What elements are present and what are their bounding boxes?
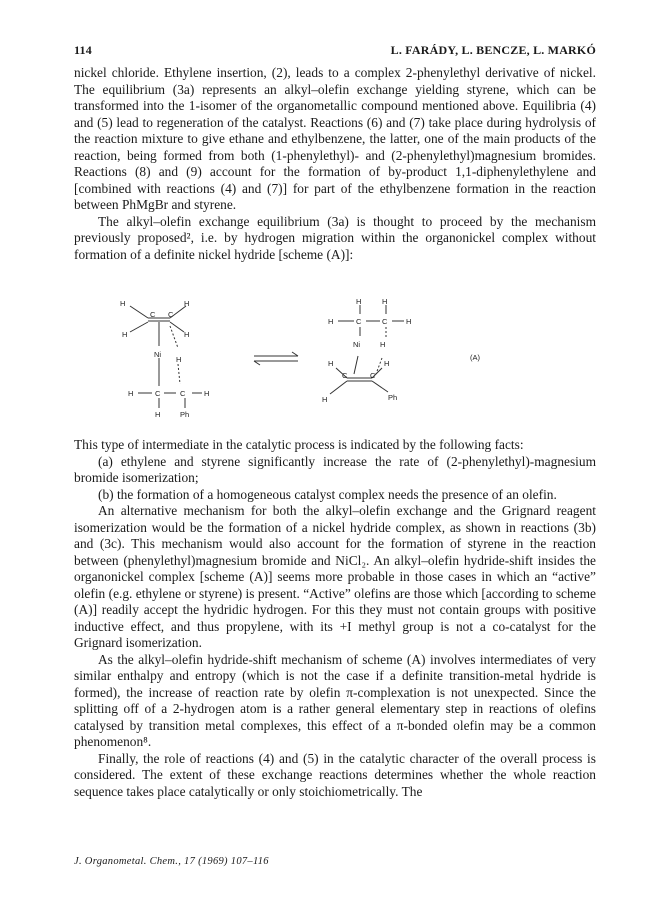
paragraph: As the alkyl–olefin hydride-shift mechanism of scheme (A) involves intermediates of very similar enthalpy and entropy (which is not the case if a definite transition-metal hydride is formed), the increase of reaction rate by olefin π-complexation is not unexpected. Since the splitting off of a 2-hydrogen atom is a rather general elementary step in reactions of olefins catalysed by transition metal complexes, this effect of a π-bonded olefin may be a common phenomenon⁸. [74, 651, 596, 749]
atom-h: H [176, 355, 182, 364]
atom-h: H [380, 340, 386, 349]
atom-c: C [150, 310, 156, 319]
atom-h: H [322, 395, 328, 404]
paragraph: This type of intermediate in the catalytic process is indicated by the following facts: [74, 437, 524, 452]
atom-c: C [155, 389, 161, 398]
atom-h: H [122, 330, 128, 339]
atom-ph: Ph [180, 410, 190, 419]
atom-h: H [184, 299, 190, 308]
reaction-scheme-a [108, 294, 548, 429]
atom-h: H [155, 410, 161, 419]
atom-h: H [128, 389, 134, 398]
atom-h: H [356, 297, 362, 306]
atom-h: H [184, 330, 190, 339]
atom-h: H [406, 317, 412, 326]
atom-ni: Ni [154, 350, 162, 359]
running-header [74, 43, 596, 59]
body-text-top [74, 65, 596, 263]
atom-h: H [120, 299, 126, 308]
atom-ph: Ph [388, 393, 398, 402]
scheme-label: (A) [470, 353, 480, 362]
running-head-authors: L. FARÁDY, L. BENCZE, L. MARKÓ [390, 43, 596, 57]
paragraph: An alternative mechanism for both the alkyl–olefin exchange and the Grignard reagent isomerization would be the formation of a nickel hydride complex, as shown in reactions (3b) and (3c). This mechanism would also account for the formation of styrene in the reaction between (phenylethyl)magnesium bromide and NiCl₂. An alkyl–olefin hydride-shift insides the organonickel complex [scheme (A)] seems more probable in those cases in which an “active” olefin (e.g. ethylene or styrene) is present. “Active” olefins are those which [according to scheme (A)] readily accept the hydridic hydrogen. For this they must not contain groups with positive inductive effect, and thus propylene, with its +I methyl group is not a co-catalyst for the Grignard isomerization. [74, 503, 596, 650]
paragraph: (a) ethylene and styrene significantly increase the rate of (2-phenylethyl)-magnesium bromide isomerization; [74, 453, 596, 485]
atom-c: C [168, 310, 174, 319]
atom-h: H [384, 359, 390, 368]
atom-h: H [382, 297, 388, 306]
atom-h: H [328, 317, 334, 326]
atom-c: C [356, 317, 362, 326]
paragraph: The alkyl–olefin exchange equilibrium (3a) is thought to proceed by the mechanism previously proposed², i.e. by hydrogen migration within the organonickel complex without formation of a definite nickel hydride [scheme (A)]: [74, 213, 596, 262]
paragraph: nickel chloride. Ethylene insertion, (2), leads to a complex 2-phenylethyl derivative of nickel. The equilibrium (3a) represents an alkyl–olefin exchange yielding styrene, which can be transformed into the 1-isomer of the organometallic compound mentioned above. Equilibria (4) and (5) lead to regeneration of the catalyst. Reactions (6) and (7) take place during hydrolysis of the reaction mixture to give ethane and ethylbenzene, the latter, one of the main products of the reaction, being formed from both (1-phenylethyl)- and (2-phenylethyl)magnesium bromides. Reactions (8) and (9) account for the formation of by-product 1,1-diphenylethylene and [combined with reactions (4) and (7)] for part of the ethylbenzene formation in the reaction between PhMgBr and styrene. [74, 65, 596, 212]
atom-c: C [370, 371, 376, 380]
journal-footer: J. Organometal. Chem., 17 (1969) 107–116 [74, 856, 269, 867]
atom-ni: Ni [353, 340, 361, 349]
paragraph: (b) the formation of a homogeneous catalyst complex needs the presence of an olefin. [98, 486, 557, 502]
atom-c: C [342, 371, 348, 380]
atom-h: H [204, 389, 210, 398]
atom-c: C [382, 317, 388, 326]
atom-c: C [180, 389, 186, 398]
body-text-bottom [74, 437, 596, 800]
paragraph: Finally, the role of reactions (4) and (5) in the catalytic character of the overall process is considered. The extent of these exchange reactions determines whether the whole reaction sequence takes place catalytically or only stoichiometrically. The [74, 750, 596, 799]
page-number: 114 [74, 43, 92, 57]
atom-h: H [328, 359, 334, 368]
